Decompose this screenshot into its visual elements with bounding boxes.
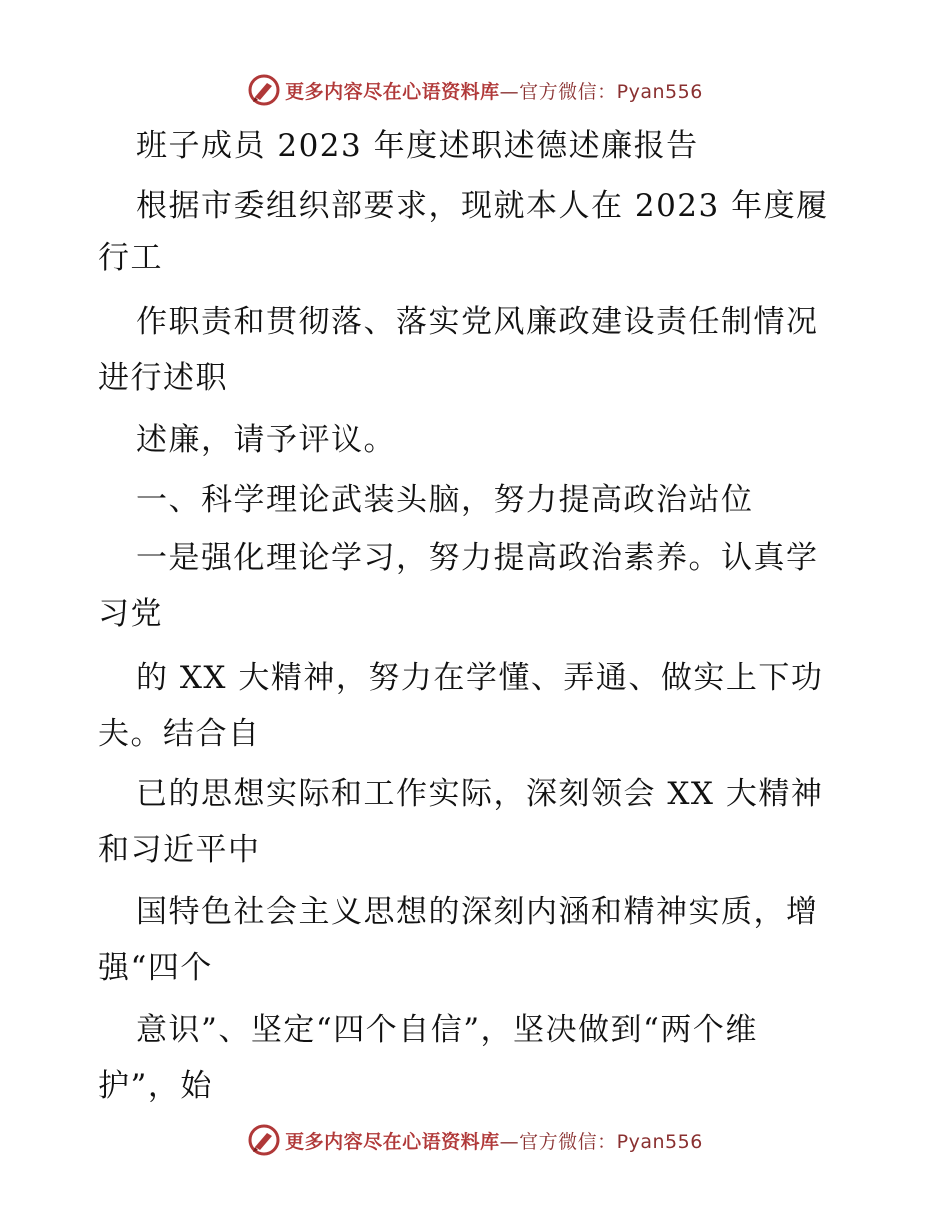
paragraph-line: 意识”、坚定“四个自信”，坚决做到“两个维: [136, 1012, 758, 1048]
watermark-wechat-text: —官方微信：Pyan556: [499, 80, 703, 103]
watermark-text: [285, 77, 703, 104]
paragraph-line: 述廉，请予评议。: [136, 422, 396, 458]
section-heading: 一、科学理论武装头脑，努力提高政治站位: [136, 482, 754, 518]
paragraph-line: 国特色社会主义思想的深刻内涵和精神实质，增: [136, 894, 819, 930]
watermark-main-text: 更多内容尽在心语资料库: [285, 1130, 500, 1153]
paragraph-line: 进行述职: [98, 360, 228, 396]
paragraph-line: 已的思想实际和工作实际，深刻领会 XX 大精神: [136, 776, 824, 812]
paragraph-line: 一是强化理论学习，努力提高政治素养。认真学: [136, 540, 819, 576]
paragraph-line: 习党: [98, 596, 163, 632]
paragraph-line: 的 XX 大精神，努力在学懂、弄通、做实上下功: [136, 660, 824, 696]
paragraph-line: 夫。结合自: [98, 716, 261, 752]
paragraph-line: 行工: [98, 240, 163, 276]
paragraph-line: 强“四个: [98, 950, 213, 986]
paragraph-line: 护”，始: [98, 1068, 213, 1104]
pen-logo-icon: [247, 73, 281, 107]
paragraph-line: 作职责和贯彻落、落实党风廉政建设责任制情况: [136, 304, 819, 340]
document-title: 班子成员 2023 年度述职述德述廉报告: [136, 128, 699, 164]
footer-watermark-banner: [0, 1120, 950, 1160]
header-watermark-banner: [0, 70, 950, 110]
watermark-text: [285, 1127, 703, 1154]
paragraph-line: 和习近平中: [98, 832, 261, 868]
watermark-wechat-text: —官方微信：Pyan556: [499, 1130, 703, 1153]
paragraph-line: 根据市委组织部要求，现就本人在 2023 年度履: [136, 188, 829, 224]
watermark-main-text: 更多内容尽在心语资料库: [285, 80, 500, 103]
pen-logo-icon: [247, 1123, 281, 1157]
